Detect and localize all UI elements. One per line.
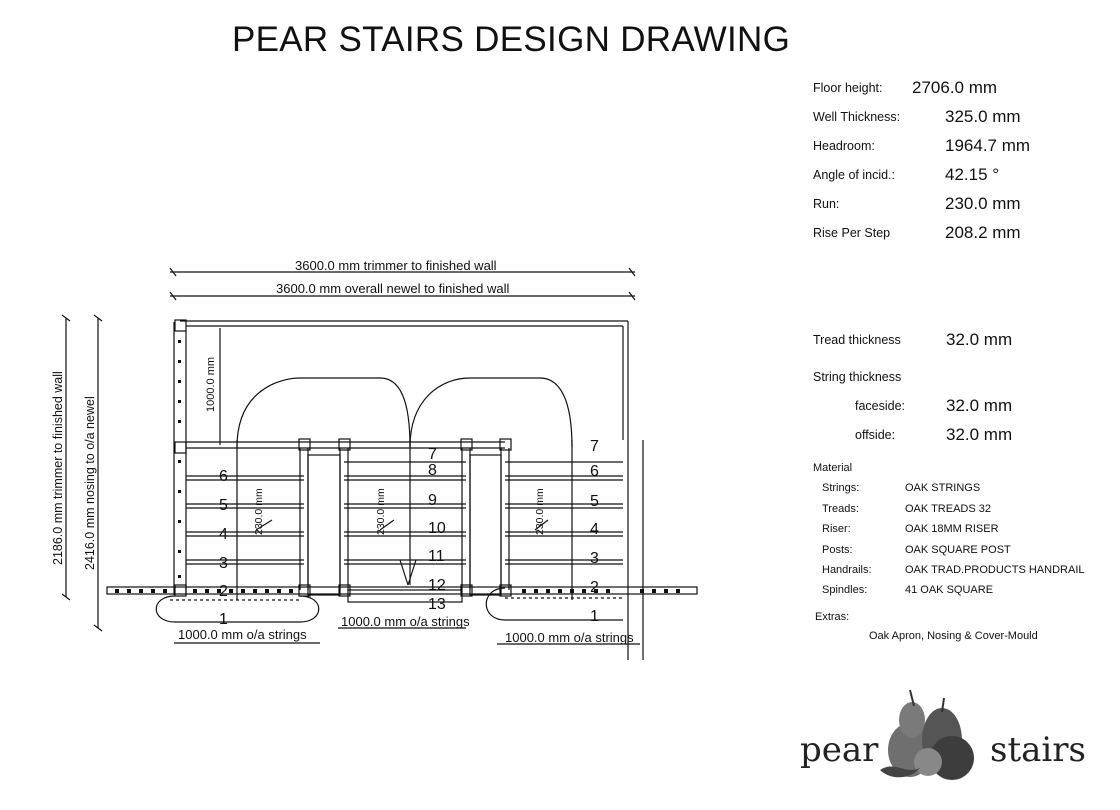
material-spindles-value: 41 OAK SQUARE [905,584,994,596]
dim-top-2-text: 3600.0 mm overall newel to finished wall [276,281,510,296]
dim-run-text-left: 230.0 mm [253,488,265,535]
floor-height-label: Floor height: [813,81,883,95]
right-step-7: 7 [590,438,599,455]
right-step-3: 3 [590,550,599,567]
dim-run-text-mid: 230.0 mm [375,488,387,535]
winder-arc-left [237,378,410,447]
material-posts-label: Posts: [822,544,853,556]
right-step-1: 1 [590,608,599,625]
dim-left-1-text: 2186.0 mm trimmer to finished wall [51,371,65,565]
dim-run-text-right: 230.0 mm [534,488,546,535]
material-strings-value: OAK STRINGS [905,482,981,494]
angle-value: 42.15 ° [945,165,1000,184]
right-step-2: 2 [590,579,599,596]
dim-1000-text: 1000.0 mm [205,356,217,412]
floor-height-value: 2706.0 mm [912,78,998,97]
newel-post [175,442,186,453]
right-step-5: 5 [590,493,599,510]
material-treads-value: OAK TREADS 32 [905,503,991,515]
dim-bottom-3-text: 1000.0 mm o/a strings [505,630,634,645]
extras-label: Extras: [815,611,850,623]
mid-step-10: 10 [428,520,446,537]
material-riser-value: OAK 18MM RISER [905,523,999,535]
mid-step-11: 11 [428,548,445,565]
run-value: 230.0 mm [945,194,1021,213]
angle-label: Angle of incid.: [813,168,895,182]
offside-value: 32.0 mm [946,425,1013,444]
left-step-6: 6 [219,468,228,485]
logo-word-pear: pear [800,730,879,770]
right-step-4: 4 [590,521,599,538]
well-gap-right [470,455,501,595]
rise-label: Rise Per Step [813,226,891,240]
bullnose-right [486,588,623,620]
faceside-value: 32.0 mm [946,396,1013,415]
well-thickness-label: Well Thickness: [813,110,901,124]
mid-step-8: 8 [428,462,437,479]
mid-step-12: 12 [428,577,446,594]
dim-top-1-text: 3600.0 mm trimmer to finished wall [295,258,497,273]
pear-stairs-logo [800,680,1100,790]
tread-thickness-label: Tread thickness [813,333,901,347]
string-thickness-label: String thickness [813,370,902,384]
material-handrails-label: Handrails: [822,564,872,576]
material-posts-value: OAK SQUARE POST [905,544,1011,556]
well-thickness-value: 325.0 mm [945,107,1021,126]
right-flight-treads [505,462,623,564]
left-step-3: 3 [219,555,228,572]
extras-value: Oak Apron, Nosing & Cover-Mould [869,630,1038,642]
pears-icon [870,680,990,785]
left-step-2: 2 [219,583,228,600]
left-step-4: 4 [219,526,228,543]
mid-step-13: 13 [428,596,446,613]
material-riser-label: Riser: [822,523,851,535]
faceside-label: faceside: [855,399,906,413]
tread-thickness-value: 32.0 mm [946,330,1013,349]
dim-bottom-2-text: 1000.0 mm o/a strings [341,614,470,629]
newel-post [175,320,186,331]
dim-bottom-1-text: 1000.0 mm o/a strings [178,627,307,642]
mid-step-9: 9 [428,492,437,509]
page-title: PEAR STAIRS DESIGN DRAWING [232,20,791,59]
material-handrails-value: OAK TRAD.PRODUCTS HANDRAIL [905,564,1085,576]
logo-word-stairs: stairs [990,730,1086,770]
left-step-1: 1 [219,611,228,628]
left-flight-treads [186,476,304,564]
dim-left-2-text: 2416.0 mm nosing to o/a newel [83,396,97,570]
well-gap-left [308,455,340,595]
material-strings-label: Strings: [822,482,860,494]
run-label: Run: [813,197,840,211]
right-step-6: 6 [590,463,599,480]
mid-step-7: 7 [428,446,437,463]
headroom-value: 1964.7 mm [945,136,1031,155]
offside-label: offside: [855,428,896,442]
middle-flight-treads [344,462,466,564]
material-heading: Material [813,462,853,474]
rise-value: 208.2 mm [945,223,1021,242]
headroom-label: Headroom: [813,139,875,153]
material-spindles-label: Spindles: [822,584,868,596]
material-treads-label: Treads: [822,503,859,515]
winder-arc-right [410,378,572,447]
left-step-5: 5 [219,497,228,514]
